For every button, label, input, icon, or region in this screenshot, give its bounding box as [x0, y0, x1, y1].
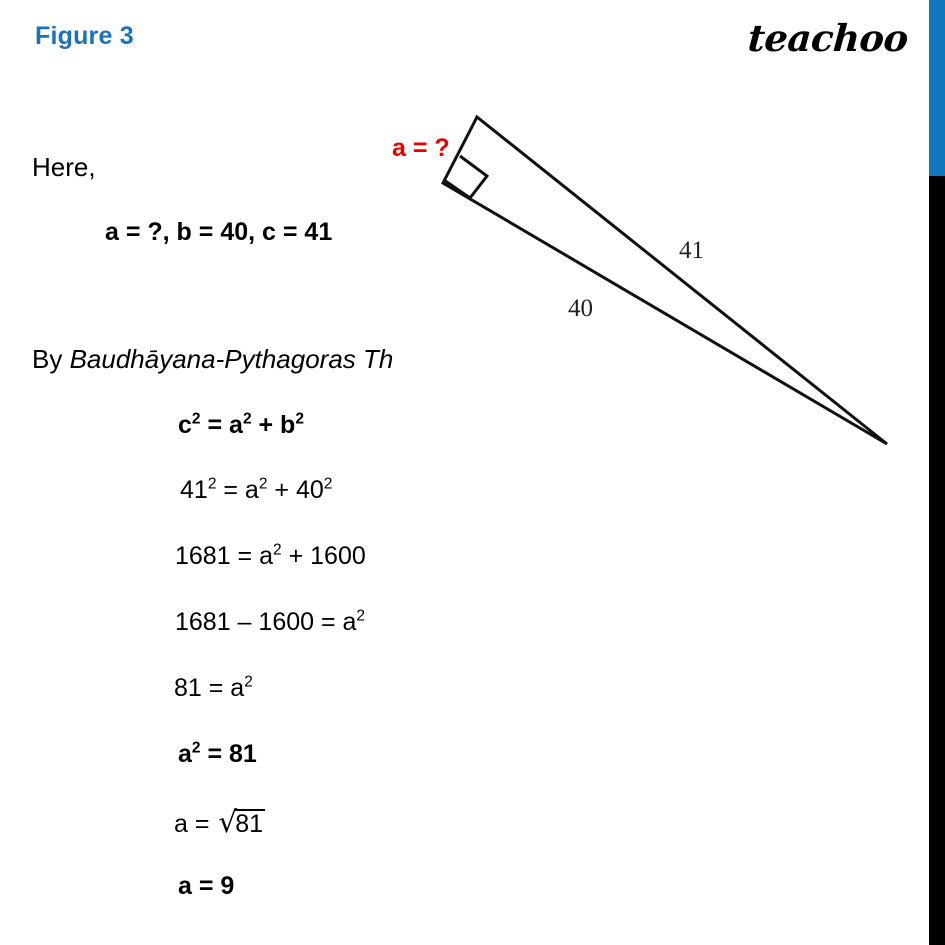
edge-bar-black: [929, 176, 945, 945]
eq1-sup2: 2: [242, 410, 252, 428]
eq8-text: a = 9: [178, 872, 235, 900]
eq2-op2: + 40: [267, 476, 324, 504]
eq1-op1: = a: [200, 411, 243, 439]
eq2-sup3: 2: [323, 475, 333, 493]
radical-icon: √: [218, 805, 238, 839]
eq5-sup1: 2: [244, 673, 253, 691]
eq2-sup1: 2: [207, 475, 217, 493]
eq2-lhs: 41: [180, 476, 208, 504]
eq4-lhs: 1681 – 1600 = a: [175, 608, 357, 636]
triangle-shape: [443, 117, 887, 444]
equation-4: [175, 607, 366, 636]
eq1-sup1: 2: [191, 410, 201, 428]
square-root-expression: [216, 805, 265, 839]
right-angle-marker-icon: [444, 156, 487, 198]
theorem-name: Baudhāyana-Pythagoras Th: [69, 344, 394, 374]
eq3-sup1: 2: [273, 541, 282, 559]
unknown-side-label: a = ?: [392, 134, 450, 162]
eq3-lhs: 1681 = a: [175, 542, 274, 570]
eq3-tail: + 1600: [281, 542, 366, 570]
equation-7: [174, 805, 265, 839]
given-values: a = ?, b = 40, c = 41: [105, 218, 333, 246]
brand-logo: teachoo: [746, 16, 910, 60]
equation-3: [175, 541, 366, 570]
eq1-op2: + b: [251, 411, 296, 439]
eq2-op1: = a: [216, 476, 259, 504]
eq7-lead: a =: [174, 810, 217, 838]
eq6-tail: = 81: [200, 740, 257, 768]
eq7-radicand: 81: [235, 810, 264, 838]
here-label: Here,: [32, 152, 96, 182]
eq4-sup1: 2: [356, 607, 366, 625]
equation-8: [178, 874, 234, 899]
eq6-lhs: a: [178, 740, 192, 768]
side-label-hypotenuse: 41: [679, 237, 704, 264]
eq2-sup2: 2: [258, 475, 268, 493]
eq1-sup3: 2: [295, 410, 304, 428]
equation-5: [174, 673, 253, 702]
edge-bar-blue: [929, 0, 945, 176]
equation-6: [178, 739, 257, 768]
eq6-sup1: 2: [191, 739, 201, 757]
theorem-line: [32, 344, 393, 375]
page-title: Figure 3: [35, 22, 134, 50]
equation-2: [180, 475, 333, 504]
eq1-lhs: c: [178, 411, 192, 439]
equation-1: [178, 410, 304, 439]
eq5-lhs: 81 = a: [174, 674, 245, 702]
side-label-base: 40: [568, 295, 593, 322]
theorem-prefix: By: [32, 344, 70, 374]
theorem-line-clip: [0, 340, 438, 388]
